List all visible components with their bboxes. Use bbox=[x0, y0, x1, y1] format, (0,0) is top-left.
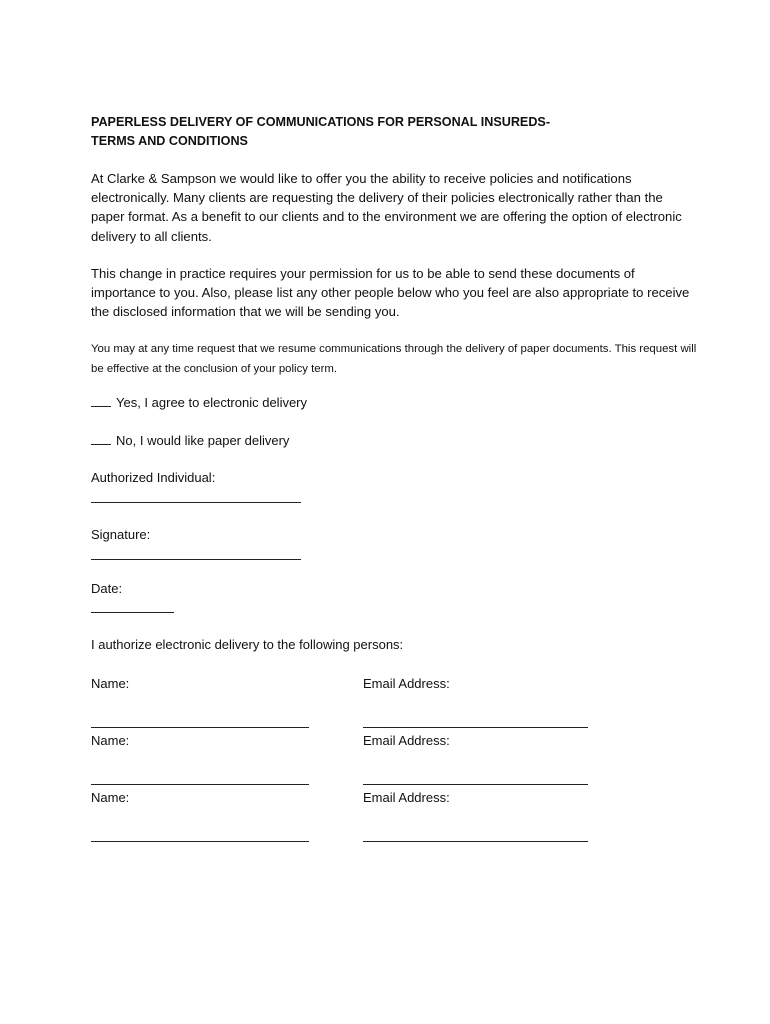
person-1-email-line[interactable] bbox=[363, 727, 588, 728]
title-line-1: PAPERLESS DELIVERY OF COMMUNICATIONS FOR PERSONAL INSUREDS- bbox=[91, 115, 551, 129]
person-3-email-line[interactable] bbox=[363, 841, 588, 842]
signature-line[interactable] bbox=[91, 559, 301, 560]
option-yes-row[interactable] bbox=[91, 393, 307, 413]
person-2-email-label: Email Address: bbox=[363, 733, 450, 748]
person-1-name-line[interactable] bbox=[91, 727, 309, 728]
authorized-individual-label: Authorized Individual: bbox=[91, 470, 216, 485]
person-2-name-line[interactable] bbox=[91, 784, 309, 785]
option-no-label: No, I would like paper delivery bbox=[116, 433, 290, 448]
person-3-email-label: Email Address: bbox=[363, 790, 450, 805]
option-yes-label: Yes, I agree to electronic delivery bbox=[116, 395, 308, 410]
date-label: Date: bbox=[91, 581, 123, 596]
paragraph-intro: At Clarke & Sampson we would like to offer you the ability to receive policies and notifications electronically. Many clients are requesting the delivery of their policies electronically rather than the paper format. As a benefit to our clients and to the environment we are offering the option of electronic delivery to all clients. bbox=[91, 171, 682, 244]
person-2-email-line[interactable] bbox=[363, 784, 588, 785]
option-no-row[interactable] bbox=[91, 431, 289, 451]
paragraph-resume-paper: You may at any time request that we resume communications through the delivery of paper documents. This request will be effective at the conclusion of your policy term. bbox=[91, 343, 697, 375]
title-line-2: TERMS AND CONDITIONS bbox=[91, 134, 248, 148]
authorize-statement: I authorize electronic delivery to the following persons: bbox=[91, 637, 404, 652]
paragraph-permission: This change in practice requires your permission for us to be able to send these documents of importance to you. Also, please list any other people below who you feel are also appropriate to receive the disclosed information that we will be sending you. bbox=[91, 266, 690, 320]
person-1-email-label: Email Address: bbox=[363, 676, 450, 691]
person-1-name-label: Name: bbox=[91, 676, 130, 691]
person-2-name-label: Name: bbox=[91, 733, 130, 748]
signature-label: Signature: bbox=[91, 527, 151, 542]
authorized-individual-line[interactable] bbox=[91, 502, 301, 503]
option-yes-blank[interactable] bbox=[91, 394, 111, 407]
person-3-name-label: Name: bbox=[91, 790, 130, 805]
person-3-name-line[interactable] bbox=[91, 841, 309, 842]
option-no-blank[interactable] bbox=[91, 432, 111, 445]
date-line[interactable] bbox=[91, 612, 174, 613]
